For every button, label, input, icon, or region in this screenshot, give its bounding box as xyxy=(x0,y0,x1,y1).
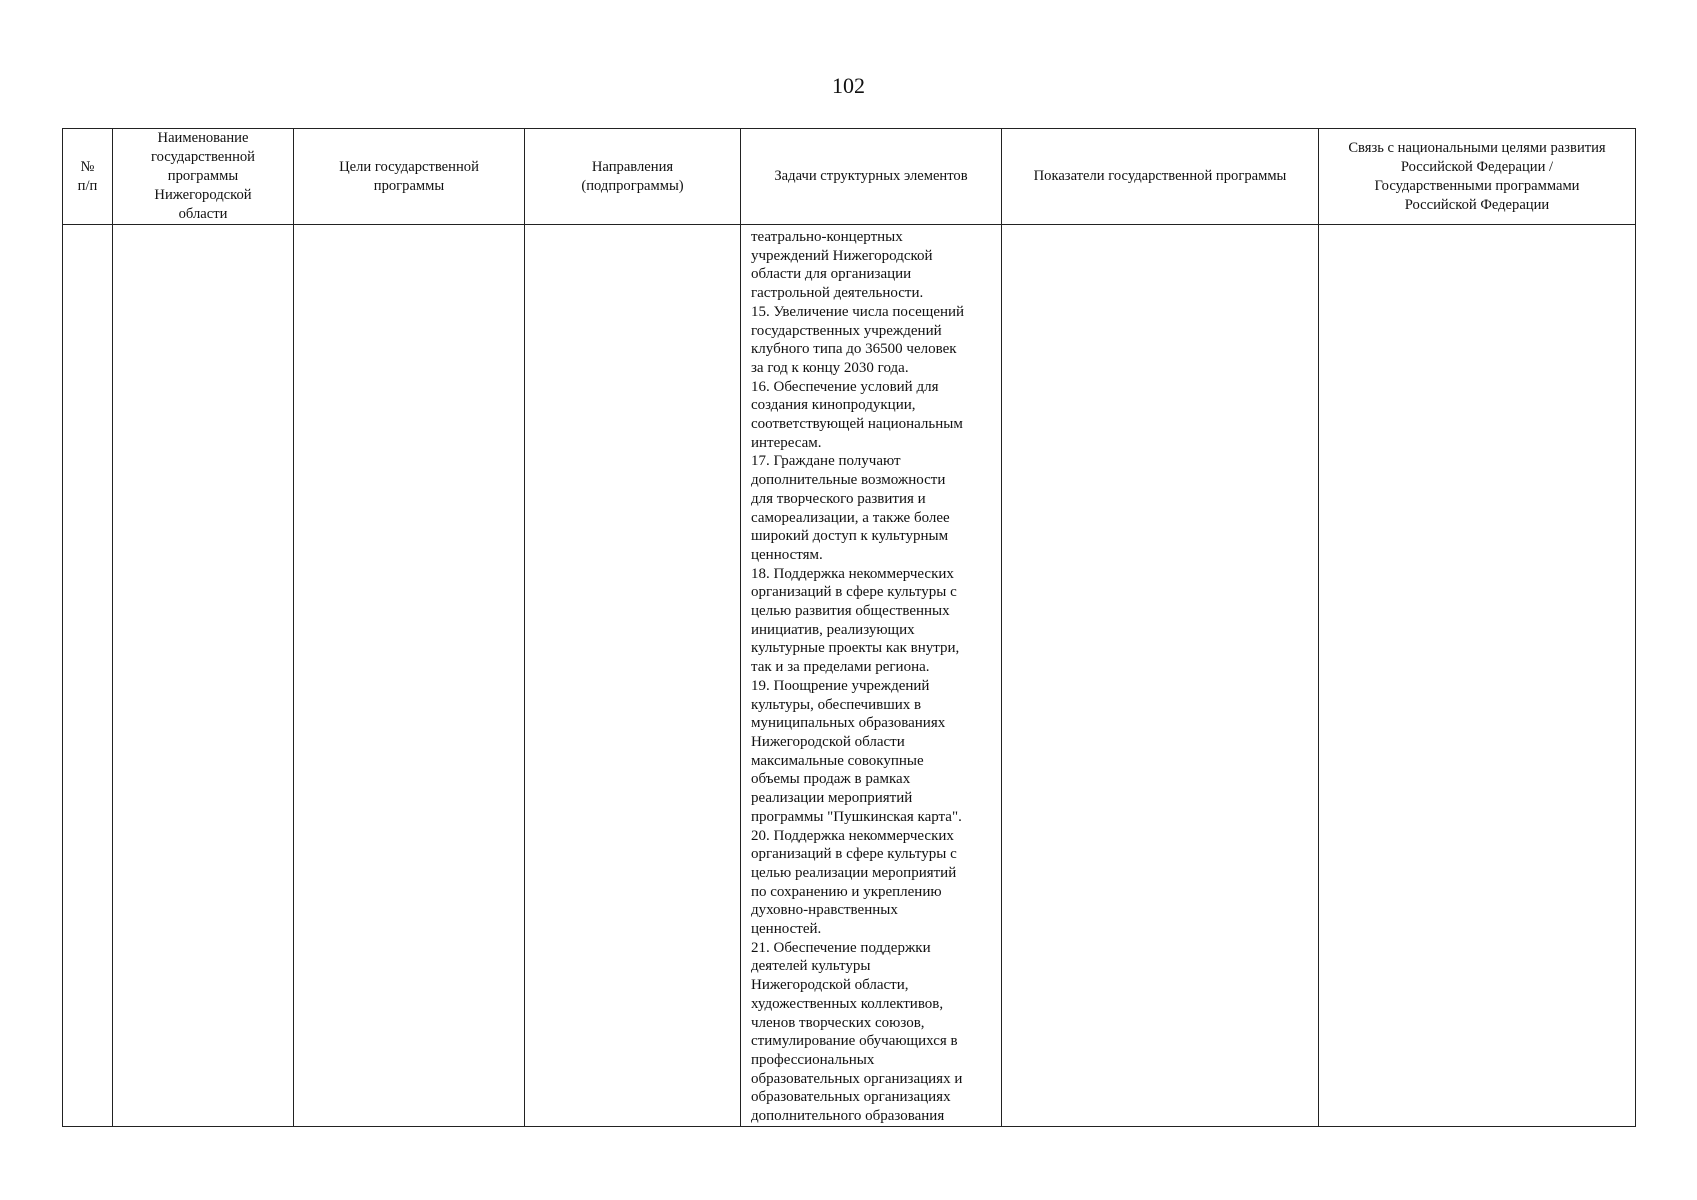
page-number: 102 xyxy=(832,73,865,98)
cell-indicators xyxy=(1002,225,1319,1127)
cell-national-goals xyxy=(1319,225,1636,1127)
table-row xyxy=(63,225,1636,1127)
header-goals: Цели государственной программы xyxy=(294,129,525,225)
cell-directions xyxy=(525,225,741,1127)
table-header-row xyxy=(63,129,1636,225)
header-national-goals: Связь с национальными целями развития Российской Федерации / Государственными программами Российской Федерации xyxy=(1319,129,1636,225)
header-indicators: Показатели государственной программы xyxy=(1002,129,1319,225)
cell-goals xyxy=(294,225,525,1127)
header-tasks: Задачи структурных элементов xyxy=(741,129,1002,225)
cell-program-name xyxy=(113,225,294,1127)
program-table xyxy=(62,128,1636,1127)
cell-tasks xyxy=(741,225,1002,1127)
cell-number xyxy=(63,225,113,1127)
header-number: № п/п xyxy=(63,129,113,225)
tasks-text: театрально-концертных учреждений Нижегородской области для организации гастрольной деятельности. 15. Увеличение числа посещений государственных учреждений клубного типа до 36500 человек за год к концу 2030 года. 16. Обеспечение условий для создания кинопродукции, соответствующей национальным интересам. 17. Граждане получают дополнительные возможности для творческого развития и самореализации, а также более широкий доступ к культурным ценностям. 18. Поддержка некоммерческих организаций в сфере культуры с целью развития общественных инициатив, реализующих культурные проекты как внутри, так и за пределами региона. 19. Поощрение учреждений культуры, обеспечивших в муниципальных образованиях Нижегородской области максимальные совокупные объемы продаж в рамках реализации мероприятий программы "Пушкинская карта". 20. Поддержка некоммерческих организаций в сфере культуры с целью реализации мероприятий по сохранению и укреплению духовно-нравственных ценностей. 21. Обеспечение поддержки деятелей культуры Нижегородской области, художественных коллективов, членов творческих союзов, стимулирование обучающихся в профессиональных образовательных организациях и образовательных организациях дополнительного образования xyxy=(751,229,965,1125)
header-program-name: Наименование государственной программы Нижегородской области xyxy=(113,129,294,225)
header-directions: Направления (подпрограммы) xyxy=(525,129,741,225)
